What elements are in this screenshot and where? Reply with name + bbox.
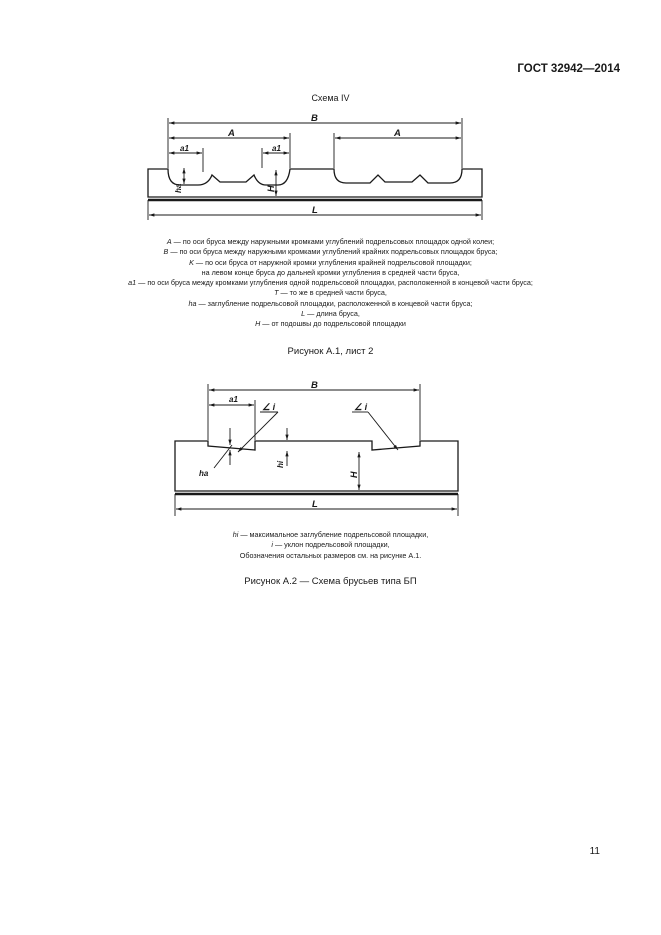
legend-figure-a1 bbox=[0, 237, 661, 330]
standard-number: ГОСТ 32942—2014 bbox=[517, 63, 620, 75]
slope-left-label: ∠ i bbox=[262, 402, 276, 412]
legend-line: Обозначения остальных размеров см. на рисунке А.1. bbox=[239, 550, 422, 560]
dim-H-label: H bbox=[266, 185, 276, 192]
legend-line: hi — максимальное заглубление подрельсовой площадки, bbox=[232, 530, 429, 539]
scheme-dimensions-2 bbox=[175, 384, 458, 516]
legend-line: B — по оси бруса между наружными кромками углублений крайних подрельсовых площадок бруса; bbox=[163, 247, 498, 257]
legend-line: T — то же в средней части бруса, bbox=[274, 288, 387, 298]
legend-line: на левом конце бруса до дальней кромки углубления в средней части бруса, bbox=[201, 267, 460, 277]
dim-A-left-label: A bbox=[228, 128, 235, 139]
legend-line: a1 — по оси бруса между кромками углубления одной подрельсовой площадки, расположенной в концевой части бруса; bbox=[128, 278, 533, 288]
dim-ha-label: ha bbox=[174, 183, 183, 193]
dim-a1-2-label: a1 bbox=[229, 395, 238, 404]
dim-B-label: B bbox=[311, 113, 318, 124]
beam-profile-2 bbox=[175, 441, 458, 494]
slope-right-label: ∠ i bbox=[354, 402, 368, 412]
legend-line: ha — заглубление подрельсовой площадки, расположенной в концевой части бруса; bbox=[188, 298, 473, 308]
dim-hi-label: hi bbox=[276, 460, 285, 468]
dim-a1-right-label: a1 bbox=[272, 144, 281, 153]
scheme-caption: Схема IV bbox=[311, 93, 350, 103]
page-number: 11 bbox=[589, 846, 600, 857]
dim-ha2-label: ha bbox=[199, 469, 209, 478]
legend-line: i — уклон подрельсовой площадки, bbox=[271, 540, 390, 550]
beam-profile-1 bbox=[148, 169, 482, 200]
legend-line: K — по оси бруса от наружной кромки углубления крайней подрельсовой площадки; bbox=[189, 257, 472, 267]
legend-line: H — от подошвы до подрельсовой площадки bbox=[255, 319, 406, 329]
legend-line: A — по оси бруса между наружными кромками углублений подрельсовых площадок одной колеи; bbox=[166, 237, 495, 246]
dim-L2-label: L bbox=[312, 499, 318, 510]
figure-a2-title: Рисунок А.2 — Схема брусьев типа БП bbox=[244, 576, 417, 587]
dim-H2-label: H bbox=[349, 471, 359, 478]
legend-figure-a2 bbox=[0, 530, 661, 561]
legend-line: L — длина бруса, bbox=[301, 309, 360, 319]
figure-a1-title: Рисунок А.1, лист 2 bbox=[287, 346, 374, 357]
dim-A-right-label: A bbox=[394, 128, 401, 139]
dim-a1-left-label: a1 bbox=[180, 144, 189, 153]
dim-L-label: L bbox=[312, 205, 318, 216]
dim-B2-label: B bbox=[311, 380, 318, 391]
